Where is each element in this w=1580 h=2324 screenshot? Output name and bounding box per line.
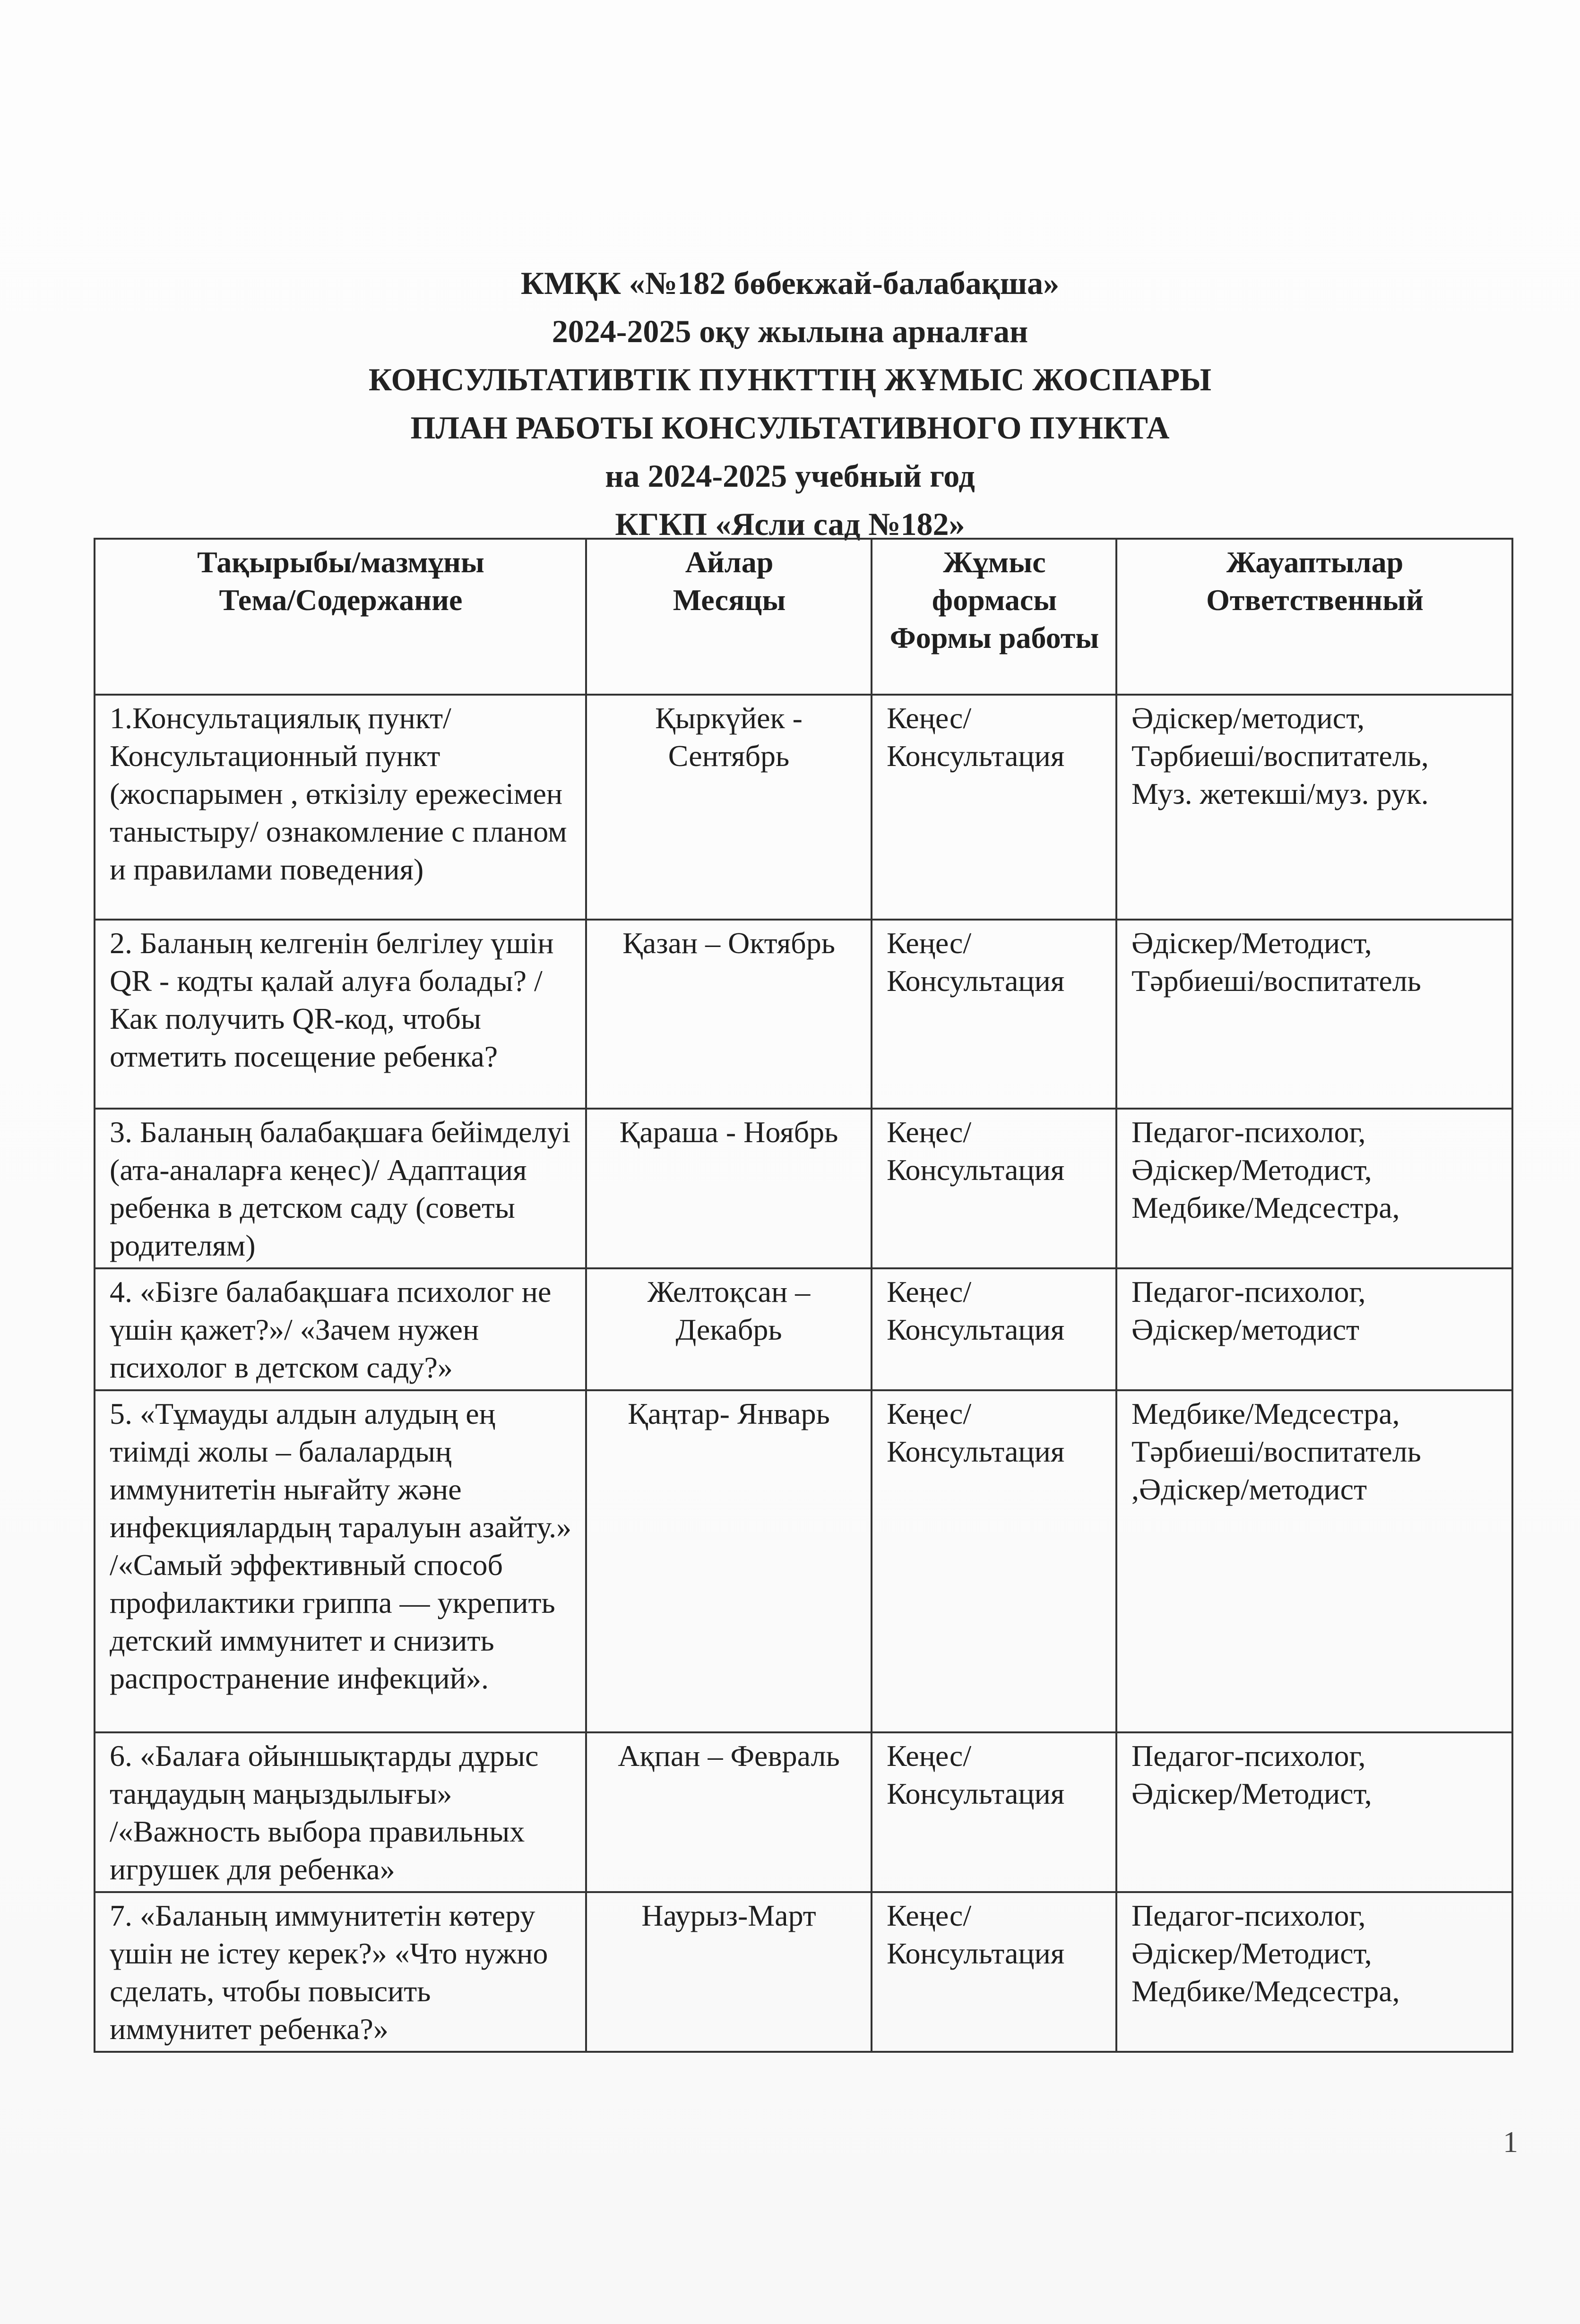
form-line: Консультация — [887, 1777, 1065, 1810]
column-header-topic-ru: Тема/Содержание — [219, 583, 463, 617]
page-number: 1 — [1503, 2125, 1518, 2159]
header-organization-ru: КГКП «Ясли сад №182» — [615, 506, 965, 542]
responsible-line: Медбике/Медсестра, — [1131, 1397, 1400, 1430]
responsible-line: ,Әдіскер/методист — [1131, 1472, 1367, 1506]
month-cell: Ақпан – Февраль — [586, 1732, 872, 1892]
form-line: Консультация — [887, 1153, 1065, 1187]
responsible-line: Педагог-психолог, — [1131, 1115, 1366, 1149]
table-row — [95, 1268, 1512, 1390]
column-header-form — [872, 539, 1116, 695]
responsible-cell — [1116, 1390, 1512, 1732]
form-cell — [872, 1732, 1116, 1892]
responsible-cell — [1116, 1268, 1512, 1390]
month-cell: Қазан – Октябрь — [586, 920, 872, 1109]
responsible-line: Медбике/Медсестра, — [1131, 1191, 1400, 1224]
column-header-responsible — [1116, 539, 1512, 695]
form-line: Консультация — [887, 964, 1065, 998]
form-line: Кеңес/ — [887, 701, 972, 735]
form-cell — [872, 920, 1116, 1109]
table-header-row — [95, 539, 1512, 695]
form-cell — [872, 695, 1116, 920]
column-header-topic-kk: Тақырыбы/мазмұны — [197, 545, 484, 579]
topic-cell: 5. «Тұмауды алдын алудың ең тиімді жолы – балалардың иммунитетін нығайту және инфекциялардың таралуын азайту.» /«Самый эффективный способ профилактики гриппа — укрепить детский иммунитет и снизить распространение инфекций». — [95, 1390, 586, 1732]
header-academic-year-kk: 2024-2025 оқу жылына арналған — [552, 313, 1028, 349]
responsible-line: Әдіскер/Методист, — [1131, 1937, 1372, 1970]
table-row — [95, 1732, 1512, 1892]
responsible-cell — [1116, 695, 1512, 920]
month-cell: Қаңтар- Январь — [586, 1390, 872, 1732]
responsible-line: Әдіскер/Методист, — [1131, 926, 1372, 960]
work-plan-table — [94, 538, 1513, 2053]
column-header-responsible-kk: Жауаптылар — [1226, 545, 1404, 579]
column-header-topic — [95, 539, 586, 695]
responsible-cell — [1116, 1109, 1512, 1268]
form-cell — [872, 1268, 1116, 1390]
topic-cell: 7. «Баланың иммунитетін көтеру үшін не істеу керек?» «Что нужно сделать, чтобы повысить иммунитет ребенка?» — [95, 1892, 586, 2052]
form-line: Консультация — [887, 739, 1065, 773]
topic-cell: 4. «Бізге балабақшаға психолог не үшін қажет?»/ «Зачем нужен психолог в детском саду?» — [95, 1268, 586, 1390]
form-line: Кеңес/ — [887, 926, 972, 960]
responsible-line: Медбике/Медсестра, — [1131, 1974, 1400, 2008]
form-line: Консультация — [887, 1937, 1065, 1970]
header-title-kk: КОНСУЛЬТАТИВТІК ПУНКТТІҢ ЖҰМЫС ЖОСПАРЫ — [368, 362, 1212, 397]
table-row — [95, 1390, 1512, 1732]
topic-cell: 3. Баланың балабақшаға бейімделуі (ата-аналарға кеңес)/ Адаптация ребенка в детском саду (советы родителям) — [95, 1109, 586, 1268]
responsible-cell — [1116, 1892, 1512, 2052]
form-cell — [872, 1390, 1116, 1732]
column-header-month — [586, 539, 872, 695]
responsible-line: Әдіскер/Методист, — [1131, 1777, 1372, 1810]
responsible-line: Муз. жетекші/муз. рук. — [1131, 777, 1429, 810]
table-row — [95, 1109, 1512, 1268]
topic-cell: 2. Баланың келгенін белгілеу үшін QR - кодты қалай алуға болады? /Как получить QR-код, чтобы отметить посещение ребенка? — [95, 920, 586, 1109]
responsible-line: Тәрбиеші/воспитатель — [1131, 1435, 1421, 1468]
form-cell — [872, 1892, 1116, 2052]
form-line: Кеңес/ — [887, 1397, 972, 1430]
responsible-line: Тәрбиеші/воспитатель, — [1131, 739, 1429, 773]
column-header-form-ru: Формы работы — [889, 621, 1099, 654]
form-line: Кеңес/ — [887, 1115, 972, 1149]
responsible-line: Педагог-психолог, — [1131, 1739, 1366, 1773]
responsible-line: Әдіскер/Методист, — [1131, 1153, 1372, 1187]
document-header — [0, 259, 1580, 548]
column-header-form-kk: Жұмыс формасы — [932, 545, 1057, 617]
form-line: Кеңес/ — [887, 1275, 972, 1308]
header-organization-kk: КМҚК «№182 бөбекжай-балабақша» — [520, 265, 1060, 301]
table-row — [95, 1892, 1512, 2052]
column-header-responsible-ru: Ответственный — [1206, 583, 1424, 617]
topic-cell: 6. «Балаға ойыншықтарды дұрыс таңдаудың маңыздылығы» /«Важность выбора правильных игрушек для ребенка» — [95, 1732, 586, 1892]
responsible-line: Әдіскер/методист, — [1131, 701, 1365, 735]
month-cell: Желтоқсан – Декабрь — [586, 1268, 872, 1390]
responsible-cell — [1116, 1732, 1512, 1892]
responsible-line: Әдіскер/методист — [1131, 1313, 1360, 1346]
form-line: Консультация — [887, 1435, 1065, 1468]
month-cell: Наурыз-Март — [586, 1892, 872, 2052]
table-row — [95, 695, 1512, 920]
header-academic-year-ru: на 2024-2025 учебный год — [605, 458, 975, 494]
responsible-line: Педагог-психолог, — [1131, 1899, 1366, 1932]
responsible-line: Педагог-психолог, — [1131, 1275, 1366, 1308]
month-cell: Қыркүйек - Сентябрь — [586, 695, 872, 920]
topic-cell: 1.Консультациялық пункт/Консультационный пункт (жоспарымен , өткізілу ережесімен таныстыру/ ознакомление с планом и правилами поведения) — [95, 695, 586, 920]
header-title-ru: ПЛАН РАБОТЫ КОНСУЛЬТАТИВНОГО ПУНКТА — [410, 410, 1170, 446]
table-row — [95, 920, 1512, 1109]
responsible-line: Тәрбиеші/воспитатель — [1131, 964, 1421, 998]
form-line: Кеңес/ — [887, 1739, 972, 1773]
form-line: Консультация — [887, 1313, 1065, 1346]
month-cell: Қараша - Ноябрь — [586, 1109, 872, 1268]
form-cell — [872, 1109, 1116, 1268]
form-line: Кеңес/ — [887, 1899, 972, 1932]
responsible-cell — [1116, 920, 1512, 1109]
column-header-month-kk: Айлар — [685, 545, 774, 579]
column-header-month-ru: Месяцы — [673, 583, 786, 617]
